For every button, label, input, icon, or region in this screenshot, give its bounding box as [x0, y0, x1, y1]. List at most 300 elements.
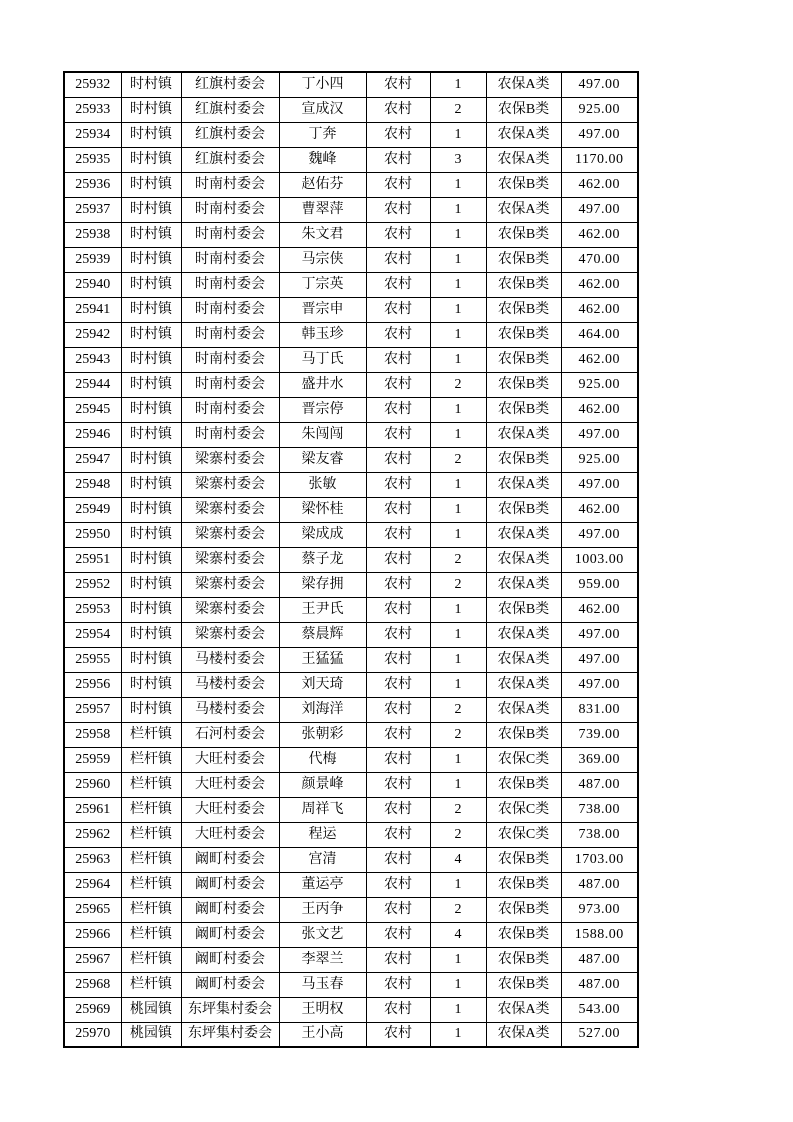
serial-cell: 25967: [64, 947, 121, 972]
serial-cell: 25943: [64, 347, 121, 372]
town-cell: 时村镇: [121, 397, 181, 422]
table-row: [64, 747, 638, 772]
person-count-cell: 1: [430, 1022, 486, 1047]
town-cell: 栏杆镇: [121, 772, 181, 797]
insurance-category-cell: 农保B类: [486, 447, 561, 472]
person-name-cell: 丁奔: [279, 122, 366, 147]
table-row: [64, 447, 638, 472]
insurance-category-cell: 农保B类: [486, 872, 561, 897]
amount-cell: 1003.00: [561, 547, 638, 572]
town-cell: 时村镇: [121, 422, 181, 447]
amount-cell: 925.00: [561, 97, 638, 122]
person-name-cell: 王丙争: [279, 897, 366, 922]
person-count-cell: 1: [430, 397, 486, 422]
town-cell: 时村镇: [121, 272, 181, 297]
amount-cell: 497.00: [561, 422, 638, 447]
person-name-cell: 张敏: [279, 472, 366, 497]
person-count-cell: 1: [430, 72, 486, 97]
table-row: [64, 222, 638, 247]
amount-cell: 497.00: [561, 472, 638, 497]
village-cell: 阚町村委会: [181, 847, 279, 872]
village-cell: 梁寨村委会: [181, 622, 279, 647]
town-cell: 栏杆镇: [121, 922, 181, 947]
table-row: [64, 472, 638, 497]
residence-type-cell: 农村: [366, 897, 430, 922]
insurance-table-container: [63, 71, 639, 1048]
person-count-cell: 1: [430, 947, 486, 972]
insurance-category-cell: 农保A类: [486, 197, 561, 222]
amount-cell: 462.00: [561, 172, 638, 197]
table-row: [64, 847, 638, 872]
insurance-category-cell: 农保A类: [486, 72, 561, 97]
person-name-cell: 刘海洋: [279, 697, 366, 722]
table-row: [64, 347, 638, 372]
residence-type-cell: 农村: [366, 547, 430, 572]
amount-cell: 497.00: [561, 122, 638, 147]
person-count-cell: 1: [430, 747, 486, 772]
serial-cell: 25949: [64, 497, 121, 522]
residence-type-cell: 农村: [366, 272, 430, 297]
serial-cell: 25969: [64, 997, 121, 1022]
residence-type-cell: 农村: [366, 447, 430, 472]
serial-cell: 25944: [64, 372, 121, 397]
insurance-category-cell: 农保C类: [486, 797, 561, 822]
town-cell: 栏杆镇: [121, 822, 181, 847]
serial-cell: 25951: [64, 547, 121, 572]
insurance-category-cell: 农保A类: [486, 1022, 561, 1047]
residence-type-cell: 农村: [366, 397, 430, 422]
residence-type-cell: 农村: [366, 872, 430, 897]
person-count-cell: 2: [430, 572, 486, 597]
village-cell: 时南村委会: [181, 272, 279, 297]
residence-type-cell: 农村: [366, 222, 430, 247]
insurance-category-cell: 农保B类: [486, 322, 561, 347]
table-row: [64, 947, 638, 972]
serial-cell: 25952: [64, 572, 121, 597]
table-row: [64, 897, 638, 922]
amount-cell: 464.00: [561, 322, 638, 347]
town-cell: 时村镇: [121, 572, 181, 597]
residence-type-cell: 农村: [366, 297, 430, 322]
person-name-cell: 张朝彩: [279, 722, 366, 747]
village-cell: 红旗村委会: [181, 147, 279, 172]
amount-cell: 738.00: [561, 797, 638, 822]
person-count-cell: 2: [430, 547, 486, 572]
serial-cell: 25947: [64, 447, 121, 472]
residence-type-cell: 农村: [366, 747, 430, 772]
person-name-cell: 代梅: [279, 747, 366, 772]
amount-cell: 738.00: [561, 822, 638, 847]
village-cell: 梁寨村委会: [181, 547, 279, 572]
village-cell: 时南村委会: [181, 372, 279, 397]
serial-cell: 25942: [64, 322, 121, 347]
person-name-cell: 晋宗申: [279, 297, 366, 322]
person-name-cell: 马宗侠: [279, 247, 366, 272]
insurance-category-cell: 农保B类: [486, 222, 561, 247]
village-cell: 时南村委会: [181, 422, 279, 447]
person-name-cell: 晋宗停: [279, 397, 366, 422]
village-cell: 阚町村委会: [181, 922, 279, 947]
residence-type-cell: 农村: [366, 947, 430, 972]
town-cell: 时村镇: [121, 372, 181, 397]
village-cell: 时南村委会: [181, 197, 279, 222]
person-name-cell: 韩玉珍: [279, 322, 366, 347]
serial-cell: 25958: [64, 722, 121, 747]
table-row: [64, 572, 638, 597]
residence-type-cell: 农村: [366, 72, 430, 97]
residence-type-cell: 农村: [366, 122, 430, 147]
amount-cell: 470.00: [561, 247, 638, 272]
town-cell: 栏杆镇: [121, 972, 181, 997]
village-cell: 红旗村委会: [181, 97, 279, 122]
person-name-cell: 梁友睿: [279, 447, 366, 472]
person-name-cell: 梁怀桂: [279, 497, 366, 522]
insurance-category-cell: 农保B类: [486, 947, 561, 972]
person-count-cell: 1: [430, 222, 486, 247]
residence-type-cell: 农村: [366, 922, 430, 947]
village-cell: 马楼村委会: [181, 697, 279, 722]
person-name-cell: 马丁氏: [279, 347, 366, 372]
serial-cell: 25968: [64, 972, 121, 997]
residence-type-cell: 农村: [366, 147, 430, 172]
town-cell: 桃园镇: [121, 997, 181, 1022]
residence-type-cell: 农村: [366, 197, 430, 222]
insurance-category-cell: 农保B类: [486, 722, 561, 747]
table-row: [64, 797, 638, 822]
insurance-category-cell: 农保B类: [486, 172, 561, 197]
residence-type-cell: 农村: [366, 972, 430, 997]
residence-type-cell: 农村: [366, 822, 430, 847]
person-name-cell: 蔡子龙: [279, 547, 366, 572]
village-cell: 东坪集村委会: [181, 1022, 279, 1047]
serial-cell: 25955: [64, 647, 121, 672]
amount-cell: 462.00: [561, 272, 638, 297]
town-cell: 时村镇: [121, 247, 181, 272]
insurance-category-cell: 农保B类: [486, 922, 561, 947]
amount-cell: 487.00: [561, 772, 638, 797]
village-cell: 阚町村委会: [181, 972, 279, 997]
insurance-category-cell: 农保A类: [486, 572, 561, 597]
table-row: [64, 422, 638, 447]
serial-cell: 25948: [64, 472, 121, 497]
insurance-category-cell: 农保A类: [486, 147, 561, 172]
person-count-cell: 1: [430, 172, 486, 197]
serial-cell: 25962: [64, 822, 121, 847]
person-name-cell: 王小高: [279, 1022, 366, 1047]
table-row: [64, 147, 638, 172]
person-name-cell: 马玉春: [279, 972, 366, 997]
village-cell: 时南村委会: [181, 297, 279, 322]
table-row: [64, 397, 638, 422]
person-count-cell: 1: [430, 772, 486, 797]
amount-cell: 497.00: [561, 622, 638, 647]
residence-type-cell: 农村: [366, 847, 430, 872]
insurance-category-cell: 农保B类: [486, 847, 561, 872]
insurance-category-cell: 农保B类: [486, 972, 561, 997]
serial-cell: 25932: [64, 72, 121, 97]
amount-cell: 497.00: [561, 672, 638, 697]
insurance-category-cell: 农保B类: [486, 272, 561, 297]
residence-type-cell: 农村: [366, 97, 430, 122]
residence-type-cell: 农村: [366, 1022, 430, 1047]
person-count-cell: 1: [430, 672, 486, 697]
town-cell: 时村镇: [121, 347, 181, 372]
residence-type-cell: 农村: [366, 647, 430, 672]
insurance-category-cell: 农保B类: [486, 897, 561, 922]
residence-type-cell: 农村: [366, 347, 430, 372]
amount-cell: 462.00: [561, 497, 638, 522]
village-cell: 石河村委会: [181, 722, 279, 747]
person-count-cell: 1: [430, 472, 486, 497]
insurance-category-cell: 农保B类: [486, 347, 561, 372]
serial-cell: 25957: [64, 697, 121, 722]
person-count-cell: 2: [430, 97, 486, 122]
village-cell: 红旗村委会: [181, 72, 279, 97]
table-row: [64, 197, 638, 222]
person-count-cell: 1: [430, 197, 486, 222]
person-count-cell: 1: [430, 522, 486, 547]
person-count-cell: 1: [430, 972, 486, 997]
town-cell: 时村镇: [121, 547, 181, 572]
village-cell: 马楼村委会: [181, 672, 279, 697]
person-count-cell: 4: [430, 847, 486, 872]
person-name-cell: 李翠兰: [279, 947, 366, 972]
insurance-category-cell: 农保B类: [486, 497, 561, 522]
village-cell: 时南村委会: [181, 222, 279, 247]
amount-cell: 831.00: [561, 697, 638, 722]
serial-cell: 25954: [64, 622, 121, 647]
residence-type-cell: 农村: [366, 422, 430, 447]
serial-cell: 25970: [64, 1022, 121, 1047]
residence-type-cell: 农村: [366, 997, 430, 1022]
amount-cell: 959.00: [561, 572, 638, 597]
insurance-category-cell: 农保C类: [486, 822, 561, 847]
person-count-cell: 2: [430, 372, 486, 397]
town-cell: 栏杆镇: [121, 797, 181, 822]
amount-cell: 462.00: [561, 397, 638, 422]
person-count-cell: 1: [430, 647, 486, 672]
residence-type-cell: 农村: [366, 247, 430, 272]
amount-cell: 487.00: [561, 972, 638, 997]
amount-cell: 1703.00: [561, 847, 638, 872]
person-name-cell: 程运: [279, 822, 366, 847]
insurance-category-cell: 农保A类: [486, 122, 561, 147]
insurance-category-cell: 农保B类: [486, 247, 561, 272]
person-name-cell: 王猛猛: [279, 647, 366, 672]
amount-cell: 973.00: [561, 897, 638, 922]
table-row: [64, 372, 638, 397]
town-cell: 时村镇: [121, 472, 181, 497]
table-row: [64, 697, 638, 722]
table-row: [64, 172, 638, 197]
insurance-category-cell: 农保A类: [486, 647, 561, 672]
person-name-cell: 魏峰: [279, 147, 366, 172]
town-cell: 时村镇: [121, 622, 181, 647]
residence-type-cell: 农村: [366, 522, 430, 547]
residence-type-cell: 农村: [366, 722, 430, 747]
amount-cell: 462.00: [561, 297, 638, 322]
person-count-cell: 1: [430, 997, 486, 1022]
town-cell: 时村镇: [121, 72, 181, 97]
amount-cell: 497.00: [561, 72, 638, 97]
person-count-cell: 1: [430, 872, 486, 897]
insurance-category-cell: 农保C类: [486, 747, 561, 772]
town-cell: 时村镇: [121, 672, 181, 697]
serial-cell: 25960: [64, 772, 121, 797]
residence-type-cell: 农村: [366, 772, 430, 797]
amount-cell: 497.00: [561, 197, 638, 222]
person-name-cell: 董运亭: [279, 872, 366, 897]
town-cell: 时村镇: [121, 647, 181, 672]
amount-cell: 487.00: [561, 947, 638, 972]
table-row: [64, 497, 638, 522]
serial-cell: 25933: [64, 97, 121, 122]
person-count-cell: 2: [430, 697, 486, 722]
table-row: [64, 672, 638, 697]
amount-cell: 462.00: [561, 597, 638, 622]
town-cell: 时村镇: [121, 322, 181, 347]
person-name-cell: 赵佑芬: [279, 172, 366, 197]
serial-cell: 25938: [64, 222, 121, 247]
table-row: [64, 922, 638, 947]
insurance-category-cell: 农保A类: [486, 522, 561, 547]
town-cell: 栏杆镇: [121, 722, 181, 747]
serial-cell: 25961: [64, 797, 121, 822]
serial-cell: 25953: [64, 597, 121, 622]
village-cell: 梁寨村委会: [181, 447, 279, 472]
village-cell: 梁寨村委会: [181, 597, 279, 622]
amount-cell: 543.00: [561, 997, 638, 1022]
serial-cell: 25946: [64, 422, 121, 447]
serial-cell: 25956: [64, 672, 121, 697]
serial-cell: 25963: [64, 847, 121, 872]
insurance-category-cell: 农保A类: [486, 997, 561, 1022]
table-row: [64, 997, 638, 1022]
table-row: [64, 547, 638, 572]
village-cell: 大旺村委会: [181, 747, 279, 772]
serial-cell: 25959: [64, 747, 121, 772]
person-count-cell: 1: [430, 322, 486, 347]
person-count-cell: 3: [430, 147, 486, 172]
town-cell: 时村镇: [121, 197, 181, 222]
insurance-category-cell: 农保A类: [486, 472, 561, 497]
person-count-cell: 1: [430, 347, 486, 372]
residence-type-cell: 农村: [366, 697, 430, 722]
person-name-cell: 张文艺: [279, 922, 366, 947]
town-cell: 时村镇: [121, 122, 181, 147]
town-cell: 时村镇: [121, 172, 181, 197]
person-count-cell: 2: [430, 822, 486, 847]
table-row: [64, 122, 638, 147]
table-row: [64, 647, 638, 672]
person-count-cell: 1: [430, 422, 486, 447]
amount-cell: 369.00: [561, 747, 638, 772]
person-count-cell: 2: [430, 447, 486, 472]
person-name-cell: 盛井水: [279, 372, 366, 397]
person-count-cell: 1: [430, 597, 486, 622]
insurance-category-cell: 农保B类: [486, 397, 561, 422]
table-row: [64, 247, 638, 272]
village-cell: 大旺村委会: [181, 772, 279, 797]
amount-cell: 462.00: [561, 222, 638, 247]
amount-cell: 497.00: [561, 522, 638, 547]
person-name-cell: 颜景峰: [279, 772, 366, 797]
amount-cell: 462.00: [561, 347, 638, 372]
person-name-cell: 宫清: [279, 847, 366, 872]
table-row: [64, 872, 638, 897]
amount-cell: 925.00: [561, 447, 638, 472]
table-row: [64, 522, 638, 547]
village-cell: 时南村委会: [181, 397, 279, 422]
person-name-cell: 朱闯闯: [279, 422, 366, 447]
village-cell: 阚町村委会: [181, 947, 279, 972]
village-cell: 阚町村委会: [181, 872, 279, 897]
village-cell: 梁寨村委会: [181, 472, 279, 497]
table-row: [64, 72, 638, 97]
residence-type-cell: 农村: [366, 322, 430, 347]
serial-cell: 25934: [64, 122, 121, 147]
serial-cell: 25941: [64, 297, 121, 322]
village-cell: 红旗村委会: [181, 122, 279, 147]
residence-type-cell: 农村: [366, 597, 430, 622]
person-count-cell: 4: [430, 922, 486, 947]
town-cell: 栏杆镇: [121, 872, 181, 897]
person-name-cell: 梁存拥: [279, 572, 366, 597]
insurance-category-cell: 农保B类: [486, 97, 561, 122]
insurance-category-cell: 农保B类: [486, 297, 561, 322]
person-name-cell: 丁小四: [279, 72, 366, 97]
town-cell: 时村镇: [121, 447, 181, 472]
person-name-cell: 王明权: [279, 997, 366, 1022]
amount-cell: 739.00: [561, 722, 638, 747]
insurance-category-cell: 农保B类: [486, 772, 561, 797]
table-body: [64, 72, 638, 1047]
town-cell: 栏杆镇: [121, 847, 181, 872]
person-count-cell: 1: [430, 122, 486, 147]
person-count-cell: 1: [430, 247, 486, 272]
serial-cell: 25966: [64, 922, 121, 947]
serial-cell: 25939: [64, 247, 121, 272]
insurance-payment-table: [63, 71, 639, 1048]
residence-type-cell: 农村: [366, 472, 430, 497]
person-name-cell: 刘天琦: [279, 672, 366, 697]
residence-type-cell: 农村: [366, 622, 430, 647]
person-name-cell: 朱文君: [279, 222, 366, 247]
town-cell: 栏杆镇: [121, 897, 181, 922]
residence-type-cell: 农村: [366, 497, 430, 522]
person-name-cell: 曹翠萍: [279, 197, 366, 222]
town-cell: 时村镇: [121, 597, 181, 622]
insurance-category-cell: 农保A类: [486, 622, 561, 647]
village-cell: 东坪集村委会: [181, 997, 279, 1022]
residence-type-cell: 农村: [366, 372, 430, 397]
serial-cell: 25945: [64, 397, 121, 422]
residence-type-cell: 农村: [366, 572, 430, 597]
serial-cell: 25936: [64, 172, 121, 197]
person-name-cell: 蔡晨辉: [279, 622, 366, 647]
table-row: [64, 722, 638, 747]
serial-cell: 25940: [64, 272, 121, 297]
town-cell: 时村镇: [121, 222, 181, 247]
person-name-cell: 丁宗英: [279, 272, 366, 297]
village-cell: 阚町村委会: [181, 897, 279, 922]
table-row: [64, 272, 638, 297]
amount-cell: 497.00: [561, 647, 638, 672]
town-cell: 时村镇: [121, 147, 181, 172]
person-name-cell: 宣成汉: [279, 97, 366, 122]
town-cell: 栏杆镇: [121, 747, 181, 772]
person-count-cell: 1: [430, 622, 486, 647]
